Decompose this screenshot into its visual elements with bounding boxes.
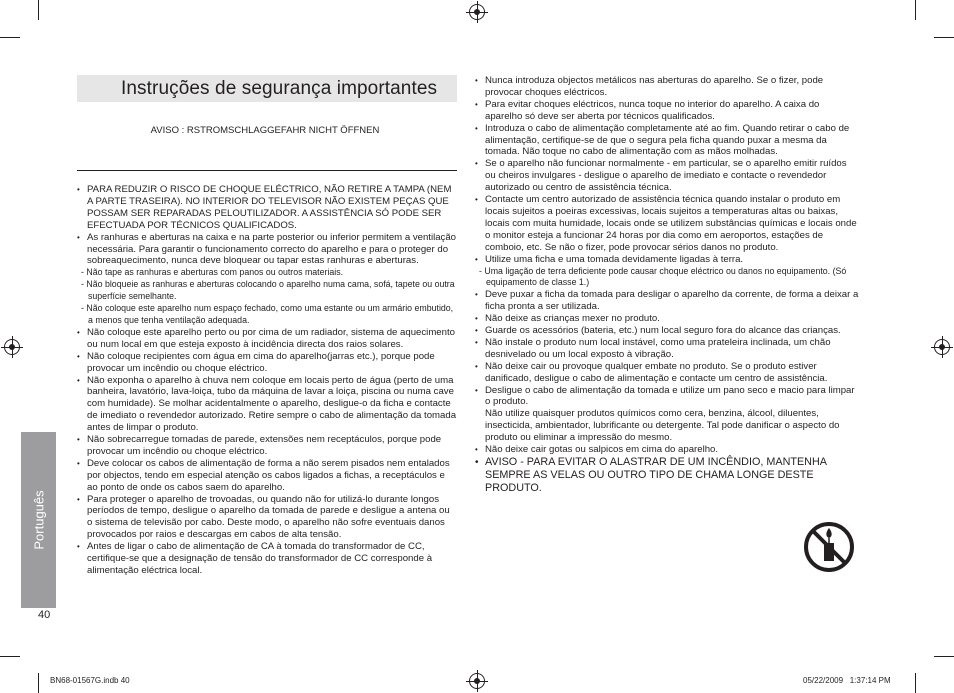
bullet-icon: • xyxy=(77,542,80,552)
left-column xyxy=(77,184,457,577)
footer-timestamp: 05/22/2009 1:37:14 PM xyxy=(803,676,891,685)
list-item-text: Contacte um centro autorizado de assistência técnica quando instalar o produto em locais sujeitos a poeiras excessivas, locais sujeitos a temperaturas altas ou baixas, locais com muita humidade, locais onde se utilizem substâncias químicas e locais onde o monitor esteja a funcionar 24 horas por dia como em aeroportos, estações de comboio, etc. Se não o fizer, pode provocar sérios danos no produto. xyxy=(485,194,857,253)
list-item xyxy=(475,123,859,159)
list-item-text: Deve colocar os cabos de alimentação de forma a não serem pisados nem entalados por objectos, tendo em especial atenção os cabos ligados a fichas, a receptáculos e ao ponto de onde os cabos saem do aparelho. xyxy=(87,457,450,493)
list-item xyxy=(475,158,859,194)
list-item xyxy=(475,361,859,385)
list-item xyxy=(77,458,457,494)
list-item xyxy=(475,337,859,361)
page-title: Instruções de segurança importantes xyxy=(121,78,438,99)
list-item-text: Deve puxar a ficha da tomada para desligar o aparelho da corrente, de forma a deixar a ficha pronta a ser utilizada. xyxy=(485,289,859,313)
list-item-text: Introduza o cabo de alimentação completamente até ao fim. Quando retirar o cabo de alimentação, certifique-se de que o segura pela ficha quando puxar a mesma da tomada. Não toque no cabo de alimentação com as mãos molhadas. xyxy=(485,122,850,158)
crop-mark xyxy=(934,656,954,657)
crop-mark xyxy=(0,656,20,657)
list-item-text: Desligue o cabo de alimentação da tomada e utilize um pano seco e macio para limpar o produto. xyxy=(485,384,855,408)
list-item-text: Não coloque recipientes com água em cima do aparelho(jarras etc.), porque pode provocar um incêndio ou choque eléctrico. xyxy=(87,350,435,374)
warning-label: AVISO : RSTROMSCHLAGGEFAHR NICHT ÖFFNEN xyxy=(150,125,380,136)
bullet-icon: • xyxy=(475,123,478,133)
bullet-icon: • xyxy=(475,76,478,85)
right-column xyxy=(475,75,859,496)
list-item-text: Não coloque este aparelho perto ou por cima de um radiador, sistema de aquecimento ou num local em que esteja exposto à incidência directa dos raios solares. xyxy=(87,326,455,350)
language-tab xyxy=(21,432,56,608)
list-item-text: AVISO - PARA EVITAR O ALASTRAR DE UM INCÊNDIO, MANTENHA SEMPRE AS VELAS OU OUTRO TIPO DE CHAMA LONGE DESTE PRODUTO. xyxy=(485,456,827,495)
bullet-icon: • xyxy=(77,435,80,445)
list-item-text: Se o aparelho não funcionar normalmente - em particular, se o aparelho emitir ruídos ou cheiros invulgares - desligue o aparelho de imediato e contacte o revendedor autorizado ou centro de assistência técnica. xyxy=(485,158,847,194)
bullet-icon: • xyxy=(77,232,80,242)
bullet-icon: • xyxy=(475,314,478,324)
list-item xyxy=(77,375,457,435)
bullet-icon: • xyxy=(475,195,478,205)
bullet-icon: • xyxy=(77,327,80,337)
sub-item: - Uma ligação de terra deficiente pode causar choque eléctrico ou danos no equipamento. (Só equipamento de classe 1.) xyxy=(479,265,847,288)
list-item-text: Não deixe cair gotas ou salpicos em cima do aparelho. xyxy=(485,444,719,456)
list-item-text: PARA REDUZIR O RISCO DE CHOQUE ELÉCTRICO, NÃO RETIRE A TAMPA (NEM A PARTE TRASEIRA). NO INTERIOR DO TELEVISOR NÃO EXISTEM PEÇAS QUE POSSAM SER REPARADAS PELOUTILIZADOR. A ASSISTÊNCIA SÓ PODE SER EFECTUADA POR TÉCNICOS QUALIFICADOS. xyxy=(87,184,452,231)
list-item xyxy=(475,385,859,409)
list-item-text: Não instale o produto num local instável, como uma prateleira inclinada, um chão desnivelado ou um local exposto à vibração. xyxy=(485,336,831,360)
list-item xyxy=(77,327,457,351)
registration-mark-icon xyxy=(4,339,20,355)
list-item xyxy=(475,444,859,456)
bullet-icon: • xyxy=(475,337,478,347)
sub-item: - Não bloqueie as ranhuras e aberturas colocando o aparelho numa cama, sofá, tapete ou outra superfície semelhante. xyxy=(81,279,455,302)
crop-mark xyxy=(915,673,916,693)
bullet-icon: • xyxy=(475,326,478,336)
crop-mark xyxy=(0,37,20,38)
list-item-text: Guarde os acessórios (bateria, etc.) num local seguro fora do alcance das crianças. xyxy=(485,325,841,337)
registration-mark-icon xyxy=(469,4,485,20)
list-item-text: Para evitar choques eléctricos, nunca toque no interior do aparelho. A caixa do aparelho só deve ser aberta por técnicos qualificados. xyxy=(485,98,820,122)
no-candle-icon xyxy=(803,521,855,573)
bullet-icon: • xyxy=(77,494,80,504)
crop-mark xyxy=(38,0,39,20)
bullet-icon: • xyxy=(475,361,478,371)
bullet-icon: • xyxy=(475,457,479,468)
continuation-text: Não utilize quaisquer produtos químicos como cera, benzina, álcool, diluentes, insecticida, ambientador, lubrificante ou detergente. Tal pode danificar o aspecto do produto ou eliminar a impressão do mesmo. xyxy=(485,408,840,444)
bullet-icon: • xyxy=(475,99,478,109)
registration-mark-icon xyxy=(469,673,485,689)
list-item-text: Não deixe cair ou provoque qualquer embate no produto. Se o produto estiver danificado, desligue o cabo de alimentação e contacte um centro de assistência. xyxy=(485,360,828,384)
list-item-text: Não sobrecarregue tomadas de parede, extensões nem receptáculos, porque pode provocar um incêndio ou choque eléctrico. xyxy=(87,434,442,457)
page-number: 40 xyxy=(38,609,51,621)
list-item-text: Para proteger o aparelho de trovoadas, ou quando não for utilizá-lo durante longos períodos de tempo, desligue o aparelho da tomada de parede e desligue a antena ou o sistema de televisão por cabo. Deste modo, o aparelho não sofre eventuais danos provocados por raios e descargas em cabos de alta tensão. xyxy=(87,493,450,541)
crop-mark xyxy=(934,37,954,38)
crop-mark xyxy=(38,673,39,693)
list-item xyxy=(77,434,457,458)
list-item-text: Utilize uma ficha e uma tomada devidamente ligadas à terra. xyxy=(485,253,744,265)
divider xyxy=(77,170,457,171)
bullet-icon: • xyxy=(77,375,80,385)
list-item xyxy=(77,184,457,232)
list-item xyxy=(475,289,859,313)
list-item xyxy=(475,75,859,99)
bullet-icon: • xyxy=(77,458,80,468)
list-item-text: Nunca introduza objectos metálicos nas aberturas do aparelho. Se o fizer, pode provocar choques eléctricos. xyxy=(485,75,824,98)
list-item-text: As ranhuras e aberturas na caixa e na parte posterior ou inferior permitem a ventilação necessária. Para garantir o funcionamento correcto do aparelho e para o proteger do sobreaquecimento, nunca deve bloquear ou tapar estas ranhuras e aberturas. xyxy=(87,231,457,267)
list-item xyxy=(475,313,859,325)
registration-mark-icon xyxy=(934,339,950,355)
bullet-icon: • xyxy=(475,445,478,455)
list-item xyxy=(475,194,859,254)
list-item xyxy=(77,351,457,375)
list-item xyxy=(475,99,859,123)
list-item-text: Não exponha o aparelho à chuva nem coloque em locais perto de água (perto de uma banheira, lavatório, lava-loiça, tubo da máquina de lavar a loiça, piscina ou numa cave com humidade). Se molhar acidentalmente o aparelho, desligue-o da ficha e contacte de imediato o revendedor autorizado. Retire sempre o cabo de alimentação da tomada antes de limpar o produto. xyxy=(87,374,457,434)
list-item xyxy=(475,254,859,266)
fire-warning xyxy=(475,456,859,496)
list-item-text: Antes de ligar o cabo de alimentação de CA à tomada do transformador de CC, certifique-se que a designação de tensão do transformador de CC corresponde à alimentação eléctrica local. xyxy=(87,541,433,576)
bullet-icon: • xyxy=(77,185,80,194)
list-item xyxy=(77,494,457,542)
bullet-icon: • xyxy=(475,290,478,300)
bullet-icon: • xyxy=(77,351,80,361)
sub-item: - Não coloque este aparelho num espaço fechado, como uma estante ou um armário embutido, a menos que tenha ventilação adequada. xyxy=(81,303,454,325)
list-item xyxy=(77,541,457,577)
sub-item: - Não tape as ranhuras e aberturas com panos ou outros materiais. xyxy=(81,267,344,278)
bullet-icon: • xyxy=(475,385,478,395)
bullet-icon: • xyxy=(475,254,478,264)
language-label: Português xyxy=(31,490,46,550)
bullet-icon: • xyxy=(475,159,478,169)
crop-mark xyxy=(915,0,916,20)
footer-file: BN68-01567G.indb 40 xyxy=(50,676,130,685)
list-item xyxy=(77,232,457,268)
title-bar xyxy=(77,75,457,102)
list-item xyxy=(475,325,859,337)
list-item-text: Não deixe as crianças mexer no produto. xyxy=(485,313,660,325)
